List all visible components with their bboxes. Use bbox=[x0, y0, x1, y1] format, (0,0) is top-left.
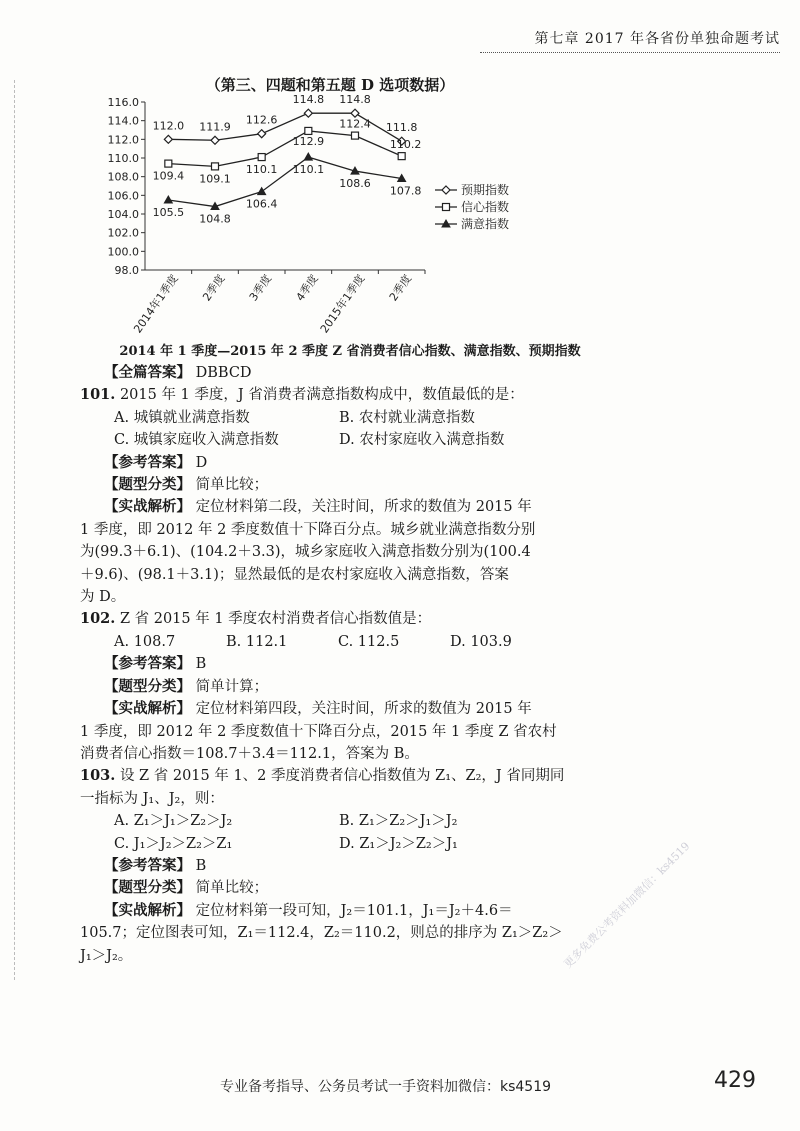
type-tag: 【题型分类】 bbox=[104, 880, 191, 897]
data-label: 111.9 bbox=[199, 120, 231, 134]
question-content bbox=[80, 362, 580, 967]
chart-title: （第三、四题和第五题 D 选项数据） bbox=[205, 76, 455, 94]
data-point-square bbox=[398, 153, 405, 160]
question-101-type bbox=[80, 474, 580, 496]
type-value: 简单比较； bbox=[195, 880, 269, 897]
question-101-solution-2: 1 季度，即 2012 年 2 季度数值十下降百分点。城乡就业满意指数分别 bbox=[80, 521, 536, 538]
question-101-options-row2 bbox=[80, 429, 580, 451]
y-tick-label: 100.0 bbox=[107, 245, 139, 259]
data-point-diamond bbox=[258, 130, 266, 138]
data-label: 104.8 bbox=[199, 212, 231, 226]
data-point-diamond bbox=[351, 109, 359, 117]
data-label: 110.1 bbox=[245, 163, 278, 177]
answer-value: B bbox=[195, 857, 207, 874]
data-point-triangle bbox=[258, 188, 266, 195]
y-tick-label: 110.0 bbox=[107, 152, 139, 165]
solution-text: 定位材料第一段可知，J₂＝101.1，J₁＝J₂＋4.6＝ bbox=[195, 902, 513, 919]
series-diamond bbox=[153, 93, 418, 145]
option-a: A. 108.7 bbox=[114, 633, 176, 650]
option-d: D. 103.9 bbox=[450, 633, 512, 650]
question-102-answer bbox=[80, 653, 580, 675]
chart-caption: 2014 年 1 季度—2015 年 2 季度 Z 省消费者信心指数、满意指数、预期指数 bbox=[119, 344, 581, 359]
data-point-diamond bbox=[304, 109, 312, 117]
data-point-square bbox=[305, 127, 312, 134]
question-102-options bbox=[80, 631, 580, 653]
line-chart bbox=[100, 92, 560, 337]
question-stem: 2015 年 1 季度，J 省消费者满意指数构成中，数值最低的是： bbox=[119, 387, 524, 404]
y-tick-label: 102.0 bbox=[107, 226, 139, 240]
question-103-type bbox=[80, 877, 580, 899]
question-102-solution-2: 1 季度，即 2012 年 2 季度数值十下降百分点，2015 年 1 季度 Z 省农村 bbox=[80, 723, 557, 740]
answer-value: B bbox=[195, 656, 207, 673]
question-101-solution-4: ＋9.6)、(98.1＋3.1)；显然最低的是农村家庭收入满意指数，答案 bbox=[80, 566, 509, 583]
legend-item bbox=[435, 216, 509, 231]
question-103-solution-1 bbox=[80, 900, 580, 922]
option-b: B. 农村就业满意指数 bbox=[339, 409, 475, 426]
series-line bbox=[168, 131, 401, 166]
series-triangle bbox=[153, 153, 422, 225]
x-tick-label: 2014年1季度 bbox=[131, 272, 181, 336]
question-103-solution-2: 105.7；定位图表可知，Z₁＝112.4，Z₂＝110.2，则总的排序为 Z₁＞Z₂＞ bbox=[80, 925, 563, 942]
data-label: 112.6 bbox=[245, 113, 278, 127]
answer-value: D bbox=[195, 454, 208, 471]
question-101-solution-5: 为 D。 bbox=[80, 589, 126, 606]
question-number: 101. bbox=[80, 386, 116, 404]
question-103-options-row2 bbox=[80, 833, 580, 855]
question-101-options-row1 bbox=[80, 407, 580, 429]
question-stem: Z 省 2015 年 1 季度农村消费者信心指数值是： bbox=[119, 611, 432, 628]
binding-margin bbox=[14, 80, 15, 980]
option-a: A. 城镇就业满意指数 bbox=[114, 409, 250, 426]
option-b: B. 112.1 bbox=[226, 633, 288, 650]
answer-tag: 【参考答案】 bbox=[104, 857, 191, 874]
question-102-type bbox=[80, 676, 580, 698]
option-b: B. Z₁＞Z₂＞J₁＞J₂ bbox=[339, 813, 458, 830]
data-label: 112.4 bbox=[339, 117, 371, 131]
question-101-stem bbox=[80, 384, 580, 406]
data-label: 114.8 bbox=[292, 93, 325, 107]
page-number: 429 bbox=[714, 1068, 756, 1093]
y-tick-label: 112.0 bbox=[107, 133, 139, 147]
data-point-triangle bbox=[164, 196, 172, 203]
x-tick-label: 3季度 bbox=[246, 272, 275, 304]
question-101-answer bbox=[80, 452, 580, 474]
x-tick-label: 2季度 bbox=[386, 272, 415, 304]
solution-tag: 【实战解析】 bbox=[104, 902, 191, 919]
data-label: 108.6 bbox=[339, 177, 371, 191]
question-101-solution-1 bbox=[80, 496, 580, 518]
legend-label: 满意指数 bbox=[461, 217, 510, 231]
data-point-triangle bbox=[304, 153, 312, 160]
data-point-diamond bbox=[211, 136, 219, 144]
data-label: 106.4 bbox=[245, 197, 278, 211]
all-answers-value: DBBCD bbox=[195, 365, 252, 381]
option-a: A. Z₁＞J₁＞Z₂＞J₂ bbox=[114, 813, 233, 830]
solution-text: 定位材料第二段，关注时间，所求的数值为 2015 年 bbox=[195, 499, 532, 516]
option-d: D. Z₁＞J₂＞Z₂＞J₁ bbox=[339, 835, 458, 852]
header-rule bbox=[480, 52, 780, 53]
type-value: 简单计算； bbox=[195, 678, 269, 695]
option-c: C. 112.5 bbox=[338, 633, 400, 650]
data-label: 110.1 bbox=[292, 163, 325, 177]
data-point-square bbox=[212, 163, 219, 170]
question-101-solution-3: 为(99.3＋6.1)、(104.2＋3.3)，城乡家庭收入满意指数分别为(100.4 bbox=[80, 544, 531, 561]
question-103-options-row1 bbox=[80, 810, 580, 832]
question-103-solution-3: J₁＞J₂。 bbox=[80, 947, 133, 964]
answer-tag: 【参考答案】 bbox=[104, 656, 191, 673]
question-number: 102. bbox=[80, 610, 116, 628]
data-label: 109.1 bbox=[199, 172, 231, 186]
question-103-stem-1 bbox=[80, 765, 580, 787]
option-c: C. 城镇家庭收入满意指数 bbox=[114, 432, 279, 449]
answer-tag: 【参考答案】 bbox=[104, 454, 191, 471]
data-point-square bbox=[443, 204, 450, 211]
y-tick-label: 104.0 bbox=[107, 208, 139, 221]
data-label: 109.4 bbox=[152, 169, 185, 183]
legend-item bbox=[435, 199, 509, 214]
y-tick-label: 98.0 bbox=[114, 264, 139, 277]
y-tick-label: 114.0 bbox=[107, 114, 139, 128]
type-tag: 【题型分类】 bbox=[104, 477, 191, 494]
question-103-answer bbox=[80, 855, 580, 877]
all-answers-line bbox=[80, 362, 580, 384]
type-value: 简单比较； bbox=[195, 477, 269, 494]
question-102-solution-1 bbox=[80, 698, 580, 720]
all-answers-tag: 【全篇答案】 bbox=[104, 365, 191, 381]
legend-item bbox=[435, 182, 509, 197]
data-label: 110.2 bbox=[389, 138, 422, 152]
watermark: 更多免费公考资料加微信：ks4519 bbox=[561, 839, 693, 971]
question-number: 103. bbox=[80, 767, 116, 785]
data-point-diamond bbox=[442, 186, 450, 194]
solution-tag: 【实战解析】 bbox=[104, 499, 191, 516]
type-tag: 【题型分类】 bbox=[104, 678, 191, 695]
y-tick-label: 116.0 bbox=[107, 96, 139, 109]
data-point-square bbox=[352, 132, 359, 139]
data-label: 105.5 bbox=[152, 206, 185, 219]
question-102-stem bbox=[80, 608, 580, 630]
solution-tag: 【实战解析】 bbox=[104, 701, 191, 718]
x-tick-label: 4季度 bbox=[293, 272, 321, 304]
data-point-square bbox=[258, 154, 265, 161]
question-102-solution-3: 消费者信心指数＝108.7＋3.4＝112.1，答案为 B。 bbox=[80, 745, 419, 762]
question-103-stem-2: 一指标为 J₁、J₂，则： bbox=[80, 790, 224, 807]
legend-label: 信心指数 bbox=[461, 200, 510, 214]
y-tick-label: 108.0 bbox=[107, 170, 139, 184]
solution-text: 定位材料第四段，关注时间，所求的数值为 2015 年 bbox=[195, 701, 532, 718]
option-c: C. J₁＞J₂＞Z₂＞Z₁ bbox=[114, 835, 233, 852]
x-tick-label: 2季度 bbox=[200, 272, 228, 304]
x-tick-label: 2015年1季度 bbox=[317, 272, 368, 336]
running-header: 第七章 2017 年各省份单独命题考试 bbox=[534, 31, 780, 47]
data-label: 107.8 bbox=[389, 184, 422, 198]
y-tick-label: 106.0 bbox=[107, 189, 139, 203]
data-point-square bbox=[165, 160, 172, 167]
data-label: 114.8 bbox=[339, 93, 371, 107]
legend-label: 预期指数 bbox=[461, 183, 510, 197]
data-label: 112.9 bbox=[292, 134, 325, 148]
data-label: 112.0 bbox=[152, 119, 185, 133]
option-d: D. 农村家庭收入满意指数 bbox=[339, 432, 505, 449]
question-stem: 设 Z 省 2015 年 1、2 季度消费者信心指数值为 Z₁、Z₂，J 省同期同 bbox=[119, 768, 565, 785]
page-footer: 专业备考指导、公务员考试一手资料加微信：ks4519 bbox=[220, 1079, 552, 1095]
data-label: 111.8 bbox=[385, 121, 418, 135]
data-point-diamond bbox=[164, 135, 172, 143]
